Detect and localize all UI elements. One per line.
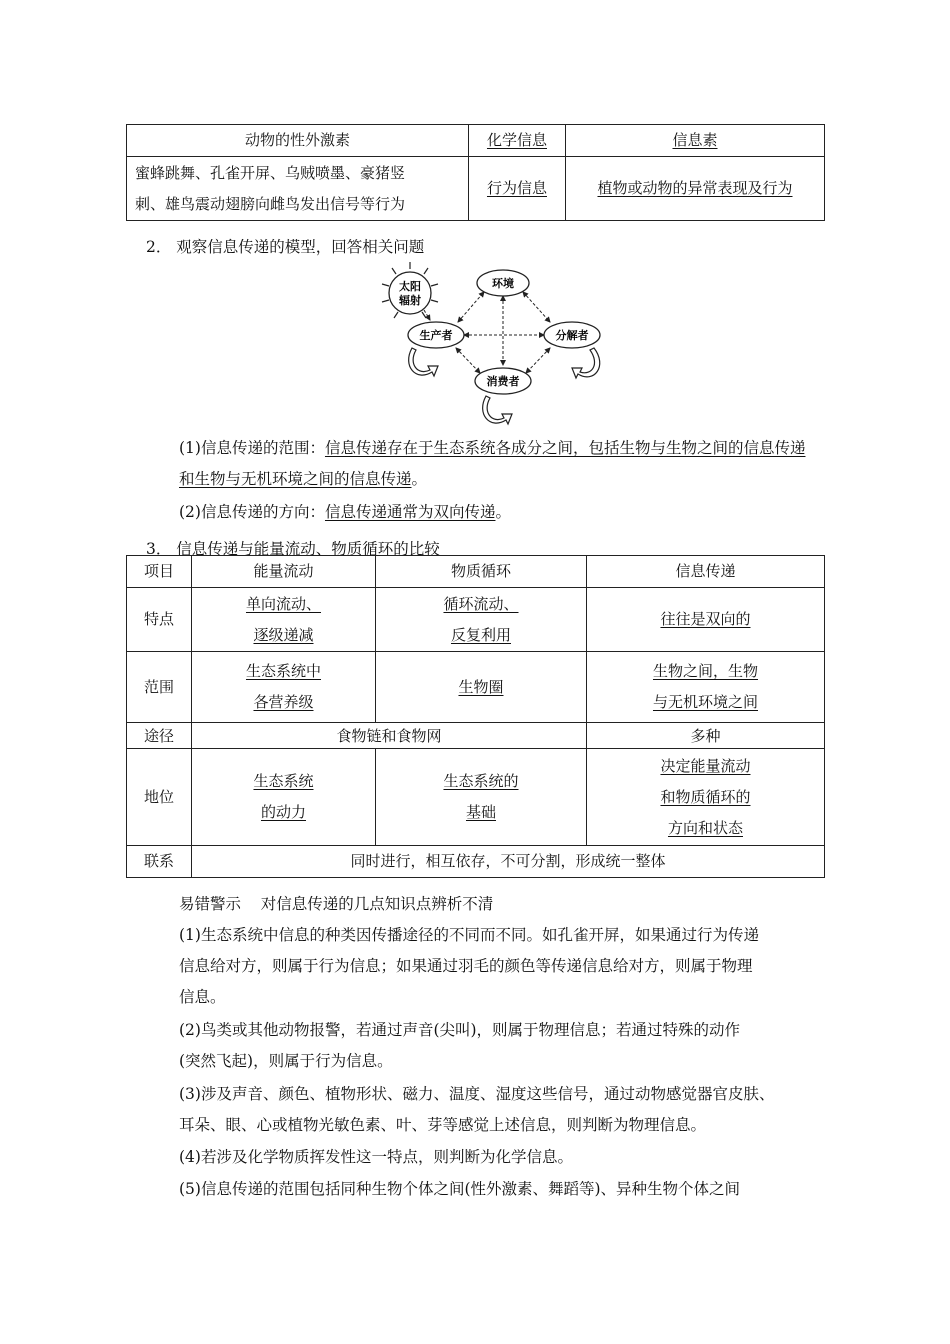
producer-label: 生产者	[419, 329, 453, 342]
environment-label: 环境	[492, 277, 514, 290]
table-cell: 生态系统的 基础	[376, 749, 587, 846]
sun-label: 太阳	[399, 280, 421, 293]
table-cell: 单向流动、 逐级递减	[192, 588, 376, 652]
warning-title: 易错警示 对信息传递的几点知识点辨析不清	[179, 895, 494, 913]
table1-cell: 信息素	[566, 125, 825, 157]
warning-item-1: (1)生态系统中信息的种类因传播途径的不同而不同。如孔雀开屏，如果通过行为传递 信息给对方，则属于行为信息；如果通过羽毛的颜色等传递信息给对方，则属于物理 信息。	[179, 926, 759, 1006]
range-paragraph: (1)信息传递的范围：信息传递存在于生态系统各成分之间，包括生物与生物之间的信息传递和生物与无机环境之间的信息传递。	[179, 439, 806, 488]
direction-paragraph: (2)信息传递的方向：信息传递通常为双向传递。	[179, 503, 511, 521]
info-transfer-diagram	[378, 260, 628, 430]
sun-node	[389, 272, 431, 314]
row-label: 途径	[127, 723, 192, 749]
table1-cell: 行为信息	[469, 157, 566, 221]
table-cell: 往往是双向的	[587, 588, 825, 652]
header-cell: 物质循环	[376, 556, 587, 588]
table1-cell: 动物的性外激素	[127, 125, 469, 157]
row-label: 特点	[127, 588, 192, 652]
table-cell: 同时进行，相互依存，不可分割，形成统一整体	[192, 846, 825, 878]
warning-item-2: (2)鸟类或其他动物报警，若通过声音(尖叫)，则属于物理信息；若通过特殊的动作 (突然飞起)，则属于行为信息。	[179, 1021, 741, 1070]
section3-heading: 3． 信息传递与能量流动、物质循环的比较	[146, 540, 440, 558]
section2-heading: 2． 观察信息传递的模型，回答相关问题	[146, 238, 425, 256]
table-cell: 生物之间，生物 与无机环境之间	[587, 652, 825, 723]
table-cell: 食物链和食物网	[192, 723, 587, 749]
header-cell: 能量流动	[192, 556, 376, 588]
table-cell: 生态系统 的动力	[192, 749, 376, 846]
table-cell: 生物圈	[376, 652, 587, 723]
table-cell: 生态系统中 各营养级	[192, 652, 376, 723]
info-type-table	[126, 124, 825, 221]
table-cell: 多种	[587, 723, 825, 749]
consumer-label: 消费者	[486, 375, 520, 388]
warning-item-5: (5)信息传递的范围包括同种生物个体之间(性外激素、舞蹈等)、异种生物个体之间	[179, 1180, 741, 1198]
table-cell: 循环流动、 反复利用	[376, 588, 587, 652]
row-label: 范围	[127, 652, 192, 723]
decomposer-label: 分解者	[555, 329, 589, 342]
warning-item-3: (3)涉及声音、颜色、植物形状、磁力、温度、湿度这些信号，通过动物感觉器官皮肤、 耳朵、眼、心或植物光敏色素、叶、芽等感觉上述信息，则判断为物理信息。	[179, 1085, 775, 1134]
header-cell: 项目	[127, 556, 192, 588]
comparison-table	[126, 555, 825, 878]
warning-item-4: (4)若涉及化学物质挥发性这一特点，则判断为化学信息。	[179, 1148, 573, 1166]
row-label: 联系	[127, 846, 192, 878]
header-cell: 信息传递	[587, 556, 825, 588]
table-cell: 决定能量流动 和物质循环的 方向和状态	[587, 749, 825, 846]
table1-cell: 蜜蜂跳舞、孔雀开屏、乌贼喷墨、豪猪竖 刺、雄鸟震动翅膀向雌鸟发出信号等行为	[127, 157, 469, 221]
table1-cell: 植物或动物的异常表现及行为	[566, 157, 825, 221]
row-label: 地位	[127, 749, 192, 846]
sun-label: 辐射	[399, 294, 421, 307]
table1-cell: 化学信息	[469, 125, 566, 157]
